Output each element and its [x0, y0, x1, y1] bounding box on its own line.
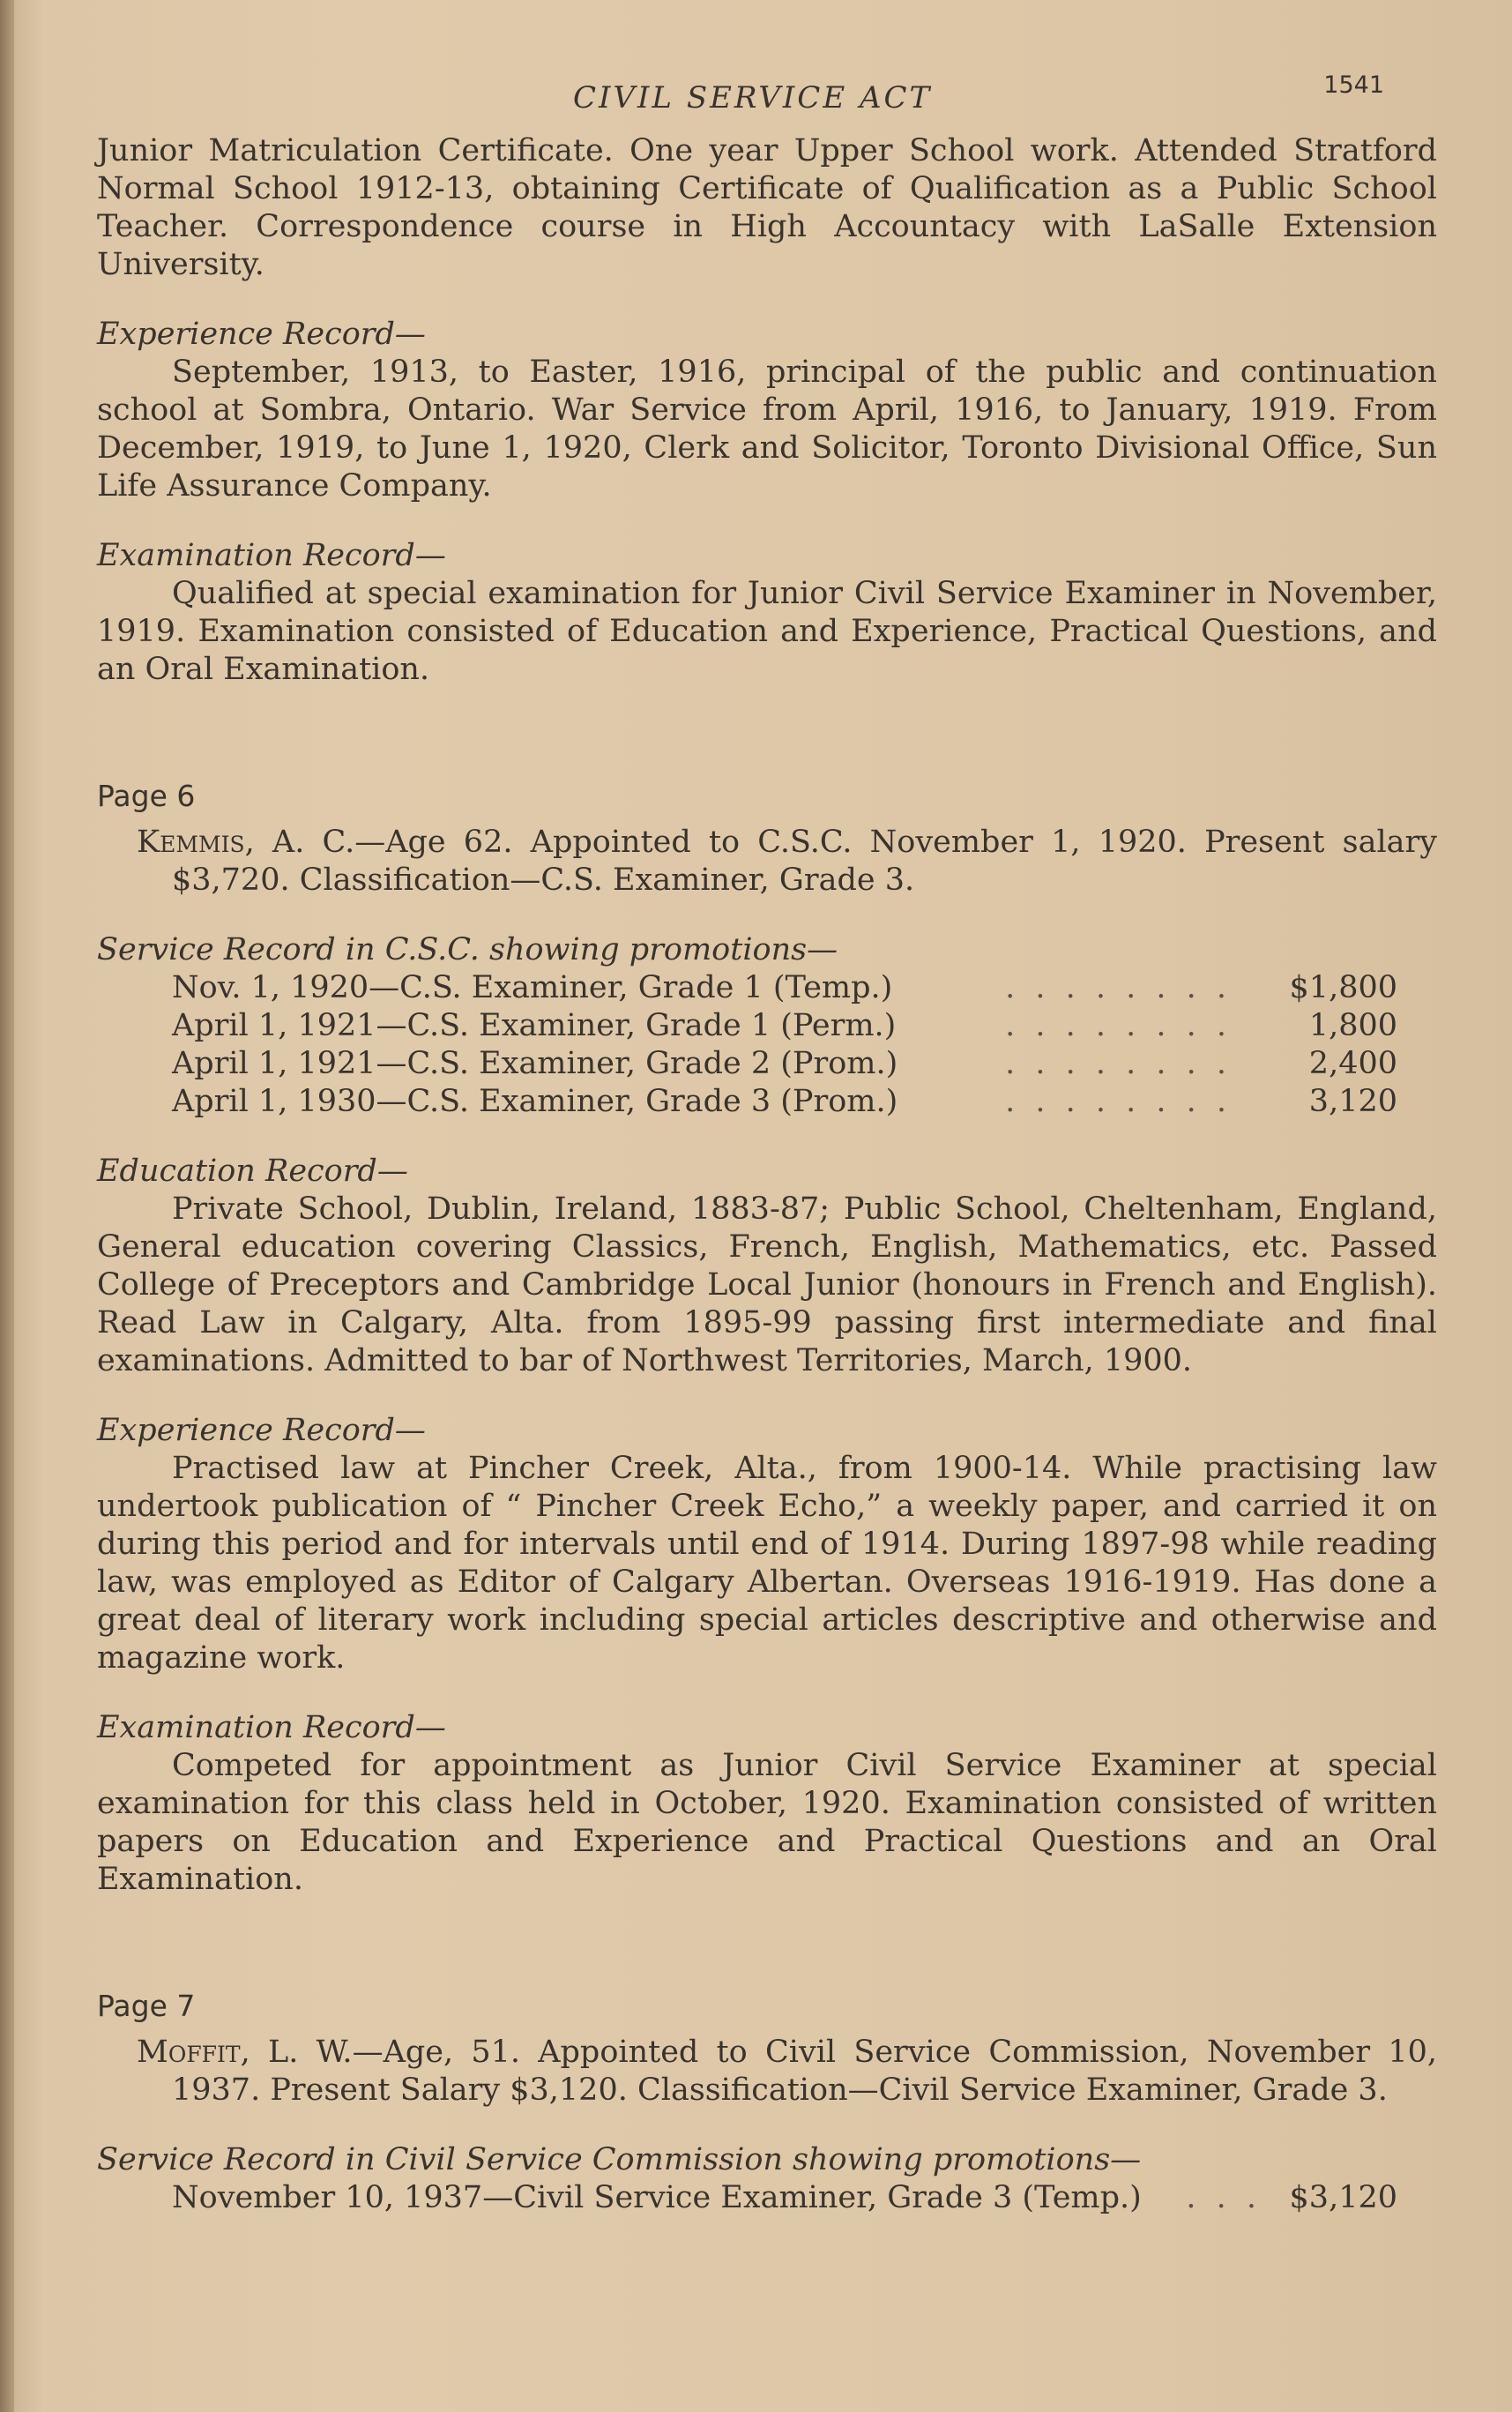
moffit-service-record [97, 2141, 1437, 2217]
service-row-desc: April 1, 1930—C.S. Examiner, Grade 3 (Prom.) [172, 1084, 898, 1119]
running-title: CIVIL SERVICE ACT [573, 80, 933, 116]
examination-record-text: Qualified at special examination for Junior Civil Service Examiner in November, 1919. Examination consisted of Education and Experience, Practical Questions, and an Oral Examination. [97, 576, 1437, 687]
table-row [172, 2179, 1397, 2217]
service-row-amount: 2,400 [1308, 1046, 1397, 1081]
page-number: 1541 [1323, 71, 1384, 99]
table-row [172, 1045, 1397, 1083]
kemmis-service-table [172, 969, 1397, 1121]
leader-dots: . . . [1186, 2180, 1262, 2215]
kemmis-experience-heading: Experience Record— [97, 1413, 426, 1448]
leader-dots: . . . . . . . . [1005, 1084, 1232, 1119]
table-row [172, 1083, 1397, 1121]
kemmis-examination-text: Competed for appointment as Junior Civil Service Examiner at special examination for this class held in October, 1920. Examination consisted of written papers on Education and Experience and Practical Questions and an Oral Examination. [97, 1748, 1437, 1897]
service-row-desc: November 10, 1937—Civil Service Examiner, Grade 3 (Temp.) [172, 2180, 1142, 2215]
kemmis-experience-text: Practised law at Pincher Creek, Alta., from 1900-14. While practising law undertook publication of “ Pincher Creek Echo,” a weekly paper, and carried it on during this period and for intervals until end of 1914. During 1897-98 while reading law, was employed as Editor of Calgary Albertan. Overseas 1916-1919. Has done a great deal of literary work including special articles descriptive and otherwise and magazine work. [97, 1451, 1437, 1676]
book-binding-edge [0, 0, 14, 2412]
kemmis-service-heading: Service Record in C.S.C. showing promotions— [97, 932, 838, 967]
examination-record-heading: Examination Record— [97, 538, 446, 573]
service-row-amount: 1,800 [1308, 1008, 1397, 1043]
service-row-amount: $1,800 [1289, 970, 1397, 1005]
kemmis-examination-record [97, 1709, 1437, 1899]
page-7-label: Page 7 [97, 1989, 196, 2023]
kemmis-service-record [97, 931, 1437, 1121]
moffit-entry [97, 2034, 1437, 2110]
leader-dots: . . . . . . . . [1005, 970, 1232, 1005]
service-row-amount: $3,120 [1289, 2180, 1397, 2215]
kemmis-education-record [97, 1153, 1437, 1380]
kemmis-name: Kemmis, A. C. [137, 825, 355, 860]
intro-education-text: Junior Matriculation Certificate. One year Upper School work. Attended Stratford Normal School 1912-13, obtaining Certificate of Qualification as a Public School Teacher. Correspondence course in High Accountacy with LaSalle Extension University. [97, 133, 1437, 282]
examination-record-section [97, 537, 1437, 689]
page-6-label: Page 6 [97, 779, 196, 813]
kemmis-education-heading: Education Record— [97, 1154, 408, 1189]
experience-record-text: September, 1913, to Easter, 1916, principal of the public and continuation school at Sombra, Ontario. War Service from April, 1916, to January, 1919. From December, 1919, to June 1, 1920, Clerk and Solicitor, Toronto Divisional Office, Sun Life Assurance Company. [97, 355, 1437, 504]
kemmis-entry [97, 824, 1437, 900]
moffit-service-table [172, 2179, 1397, 2217]
kemmis-experience-record [97, 1412, 1437, 1677]
service-row-desc: April 1, 1921—C.S. Examiner, Grade 2 (Prom.) [172, 1046, 898, 1081]
table-row [172, 969, 1397, 1007]
leader-dots: . . . . . . . . [1005, 1046, 1232, 1081]
experience-record-section [97, 316, 1437, 505]
table-row [172, 1007, 1397, 1045]
experience-record-heading: Experience Record— [97, 317, 426, 352]
moffit-name: Moffit, L. W. [137, 2035, 353, 2070]
leader-dots: . . . . . . . . [1005, 1008, 1232, 1043]
service-row-amount: 3,120 [1308, 1084, 1397, 1119]
kemmis-education-text: Private School, Dublin, Ireland, 1883-87; Public School, Cheltenham, England, General education covering Classics, French, English, Mathematics, etc. Passed College of Preceptors and Cambridge Local Junior (honours in French and English). Read Law in Calgary, Alta. from 1895-99 passing first intermediate and final examinations. Admitted to bar of Northwest Territories, March, 1900. [97, 1191, 1437, 1378]
moffit-service-heading: Service Record in Civil Service Commission showing promotions— [97, 2142, 1142, 2177]
service-row-desc: April 1, 1921—C.S. Examiner, Grade 1 (Perm.) [172, 1008, 897, 1043]
page-header [97, 53, 1437, 132]
kemmis-intro: —Age 62. Appointed to C.S.C. November 1, 1920. Present salary $3,720. Classification—C.S. Examiner, Grade 3. [172, 825, 1438, 898]
service-row-desc: Nov. 1, 1920—C.S. Examiner, Grade 1 (Temp.) [172, 970, 893, 1005]
page-content [97, 53, 1437, 2217]
kemmis-examination-heading: Examination Record— [97, 1710, 446, 1745]
moffit-intro: —Age, 51. Appointed to Civil Service Commission, November 10, 1937. Present Salary $3,120. Classification—Civil Service Examiner, Grade 3. [172, 2035, 1437, 2108]
